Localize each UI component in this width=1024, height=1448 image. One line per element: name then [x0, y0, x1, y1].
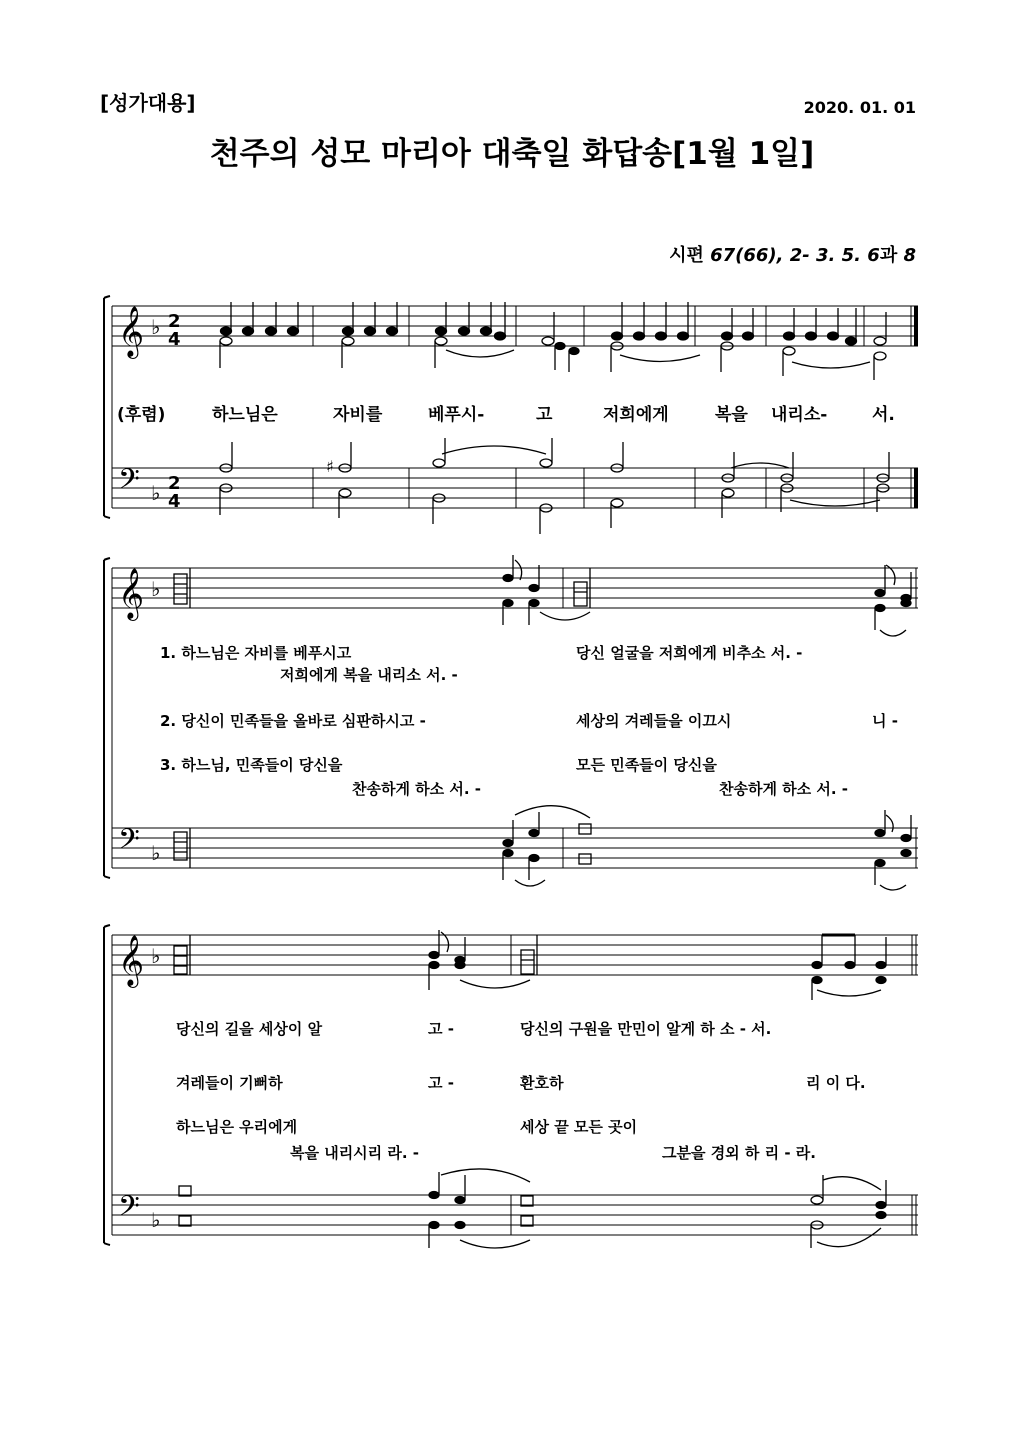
flat-icon: ♭ [151, 315, 161, 339]
verse-2-line: 2. 당신이 민족들을 올바로 심판하시고 - [160, 712, 426, 730]
date: 2020. 01. 01 [803, 98, 916, 117]
verse-1-line: 저희에게 복을 내리소 서. - [280, 666, 458, 684]
lyric-word: 베푸시- [428, 405, 485, 425]
verse-3-line: 모든 민족들이 당신을 [576, 756, 717, 774]
lyric-word: 하느님은 [212, 405, 278, 425]
time-signature: 2 [168, 473, 181, 494]
lyric-word: 저희에게 [603, 405, 669, 425]
choir-label: [성가대용] [100, 91, 196, 115]
verse-3-line: 하느님은 우리에게 [176, 1118, 298, 1136]
verse-2-line: 세상의 겨레들을 이끄시 [576, 712, 732, 730]
verse-1-line: 당신의 길을 세상이 알 [176, 1020, 323, 1038]
verse-3-line: 복을 내리시리 라. - [290, 1144, 420, 1162]
bass-clef-icon: 𝄢 [118, 823, 140, 863]
refrain-marker: (후렴) [117, 405, 166, 425]
time-signature: 4 [168, 329, 181, 350]
treble-clef-icon: 𝄞 [118, 935, 145, 986]
lyric-word: 복을 [715, 405, 748, 425]
verse-2-line: 겨레들이 기뻐하 [176, 1074, 283, 1092]
psalm-prefix: 시편 [669, 245, 711, 266]
verse-1-line: 고 - [428, 1020, 454, 1038]
verse-1-line: 당신 얼굴을 저희에게 비추소 서. - [576, 644, 803, 662]
verse-2-line: 니 - [872, 712, 898, 730]
verse-3-line: 찬송하게 하소 서. - [719, 780, 849, 798]
verse-2-line: 고 - [428, 1074, 454, 1092]
verse-1-line: 1. 하느님은 자비를 베푸시고 [160, 644, 352, 662]
flat-icon: ♭ [151, 944, 161, 968]
lyric-word: 서. [872, 405, 895, 425]
flat-icon: ♭ [151, 1208, 161, 1232]
lyric-word: 내리소- [771, 405, 828, 425]
verse-3-line: 그분을 경외 하 리 - 라. [662, 1144, 816, 1162]
lyric-word: 고 [536, 405, 553, 425]
bass-clef-icon: 𝄢 [118, 1190, 140, 1230]
verse-3-line: 3. 하느님, 민족들이 당신을 [160, 756, 343, 774]
flat-icon: ♭ [151, 481, 161, 505]
treble-clef-icon: 𝄞 [118, 568, 145, 619]
verse-3-line: 찬송하게 하소 서. - [352, 780, 482, 798]
verse-2-line: 환호하 [520, 1074, 564, 1092]
psalm-end: 8 [903, 245, 916, 266]
flat-icon: ♭ [151, 577, 161, 601]
treble-clef-icon: 𝄞 [118, 306, 145, 357]
time-signature: 2 [168, 311, 181, 332]
flat-icon: ♭ [151, 841, 161, 865]
psalm-mid: 과 [879, 245, 904, 266]
page-title: 천주의 성모 마리아 대축일 화답송[1월 1일] [209, 136, 815, 172]
verse-1-line: 당신의 구원을 만민이 알게 하 소 - 서. [520, 1020, 772, 1038]
psalm-ref: 67(66), 2- 3. 5. 6 [710, 245, 880, 266]
bass-clef-icon: 𝄢 [118, 463, 140, 503]
time-signature: 4 [168, 491, 181, 512]
verse-2-line: 리 이 다. [806, 1074, 866, 1092]
lyric-word: 자비를 [333, 405, 383, 425]
svg-text:♯: ♯ [326, 457, 334, 476]
verse-3-line: 세상 끝 모든 곳이 [520, 1118, 638, 1136]
